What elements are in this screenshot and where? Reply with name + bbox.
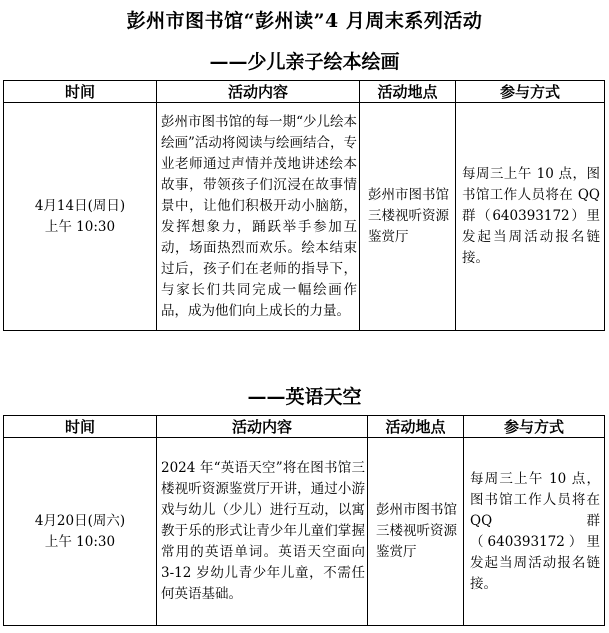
section-title-picture-book: ——少儿亲子绘本绘画 bbox=[209, 51, 400, 73]
activity-table-english-sky bbox=[3, 415, 605, 626]
event-date: 4月20日(周六) bbox=[34, 512, 126, 529]
cell-way: 每周三上午 10 点，图书馆工作人员将在 QQ 群（640393172）里发起当周活动报名链接。 bbox=[456, 103, 605, 331]
header-way: 参与方式 bbox=[456, 81, 605, 103]
activity-table-picture-book bbox=[3, 80, 605, 331]
cell-way: 每周三上午 10 点，图书馆工作人员将在 QQ 群（640393172）里发起当周活动报名链接。 bbox=[464, 438, 605, 626]
event-date: 4月14日(周日) bbox=[34, 197, 126, 214]
cell-content: 2024 年“英语天空”将在图书馆三楼视听资源鉴赏厅开讲，通过小游戏与幼儿（少儿）进行互动，以寓教于乐的形式让青少年儿童们掌握常用的英语单词。英语天空面向 3-12 岁幼儿青少年儿童，不需任何英语基础。 bbox=[157, 438, 368, 626]
header-content: 活动内容 bbox=[157, 81, 360, 103]
header-time: 时间 bbox=[4, 81, 157, 103]
header-place: 活动地点 bbox=[360, 81, 456, 103]
event-time: 上午 10:30 bbox=[44, 218, 116, 235]
header-place: 活动地点 bbox=[368, 416, 464, 438]
header-way: 参与方式 bbox=[464, 416, 605, 438]
event-time: 上午 10:30 bbox=[44, 533, 116, 550]
cell-place: 彭州市图书馆三楼视听资源鉴赏厅 bbox=[368, 438, 464, 626]
cell-place: 彭州市图书馆三楼视听资源鉴赏厅 bbox=[360, 103, 456, 331]
header-time: 时间 bbox=[4, 416, 157, 438]
cell-time bbox=[4, 438, 157, 626]
section-title-english-sky: ——英语天空 bbox=[247, 386, 362, 408]
header-content: 活动内容 bbox=[157, 416, 368, 438]
cell-time bbox=[4, 103, 157, 331]
page-title: 彭州市图书馆“彭州读”4 月周末系列活动 bbox=[126, 10, 483, 32]
cell-content: 彭州市图书馆的每一期“少儿绘本绘画”活动将阅读与绘画结合，专业老师通过声情并茂地讲述绘本故事，带领孩子们沉浸在故事情景中，让他们积极开动小脑筋，发挥想象力，踊跃举手参加互动，场面热烈而欢乐。绘本结束过后，孩子们在老师的指导下，与家长们共同完成一幅绘画作品，成为他们向上成长的力量。 bbox=[157, 103, 360, 331]
